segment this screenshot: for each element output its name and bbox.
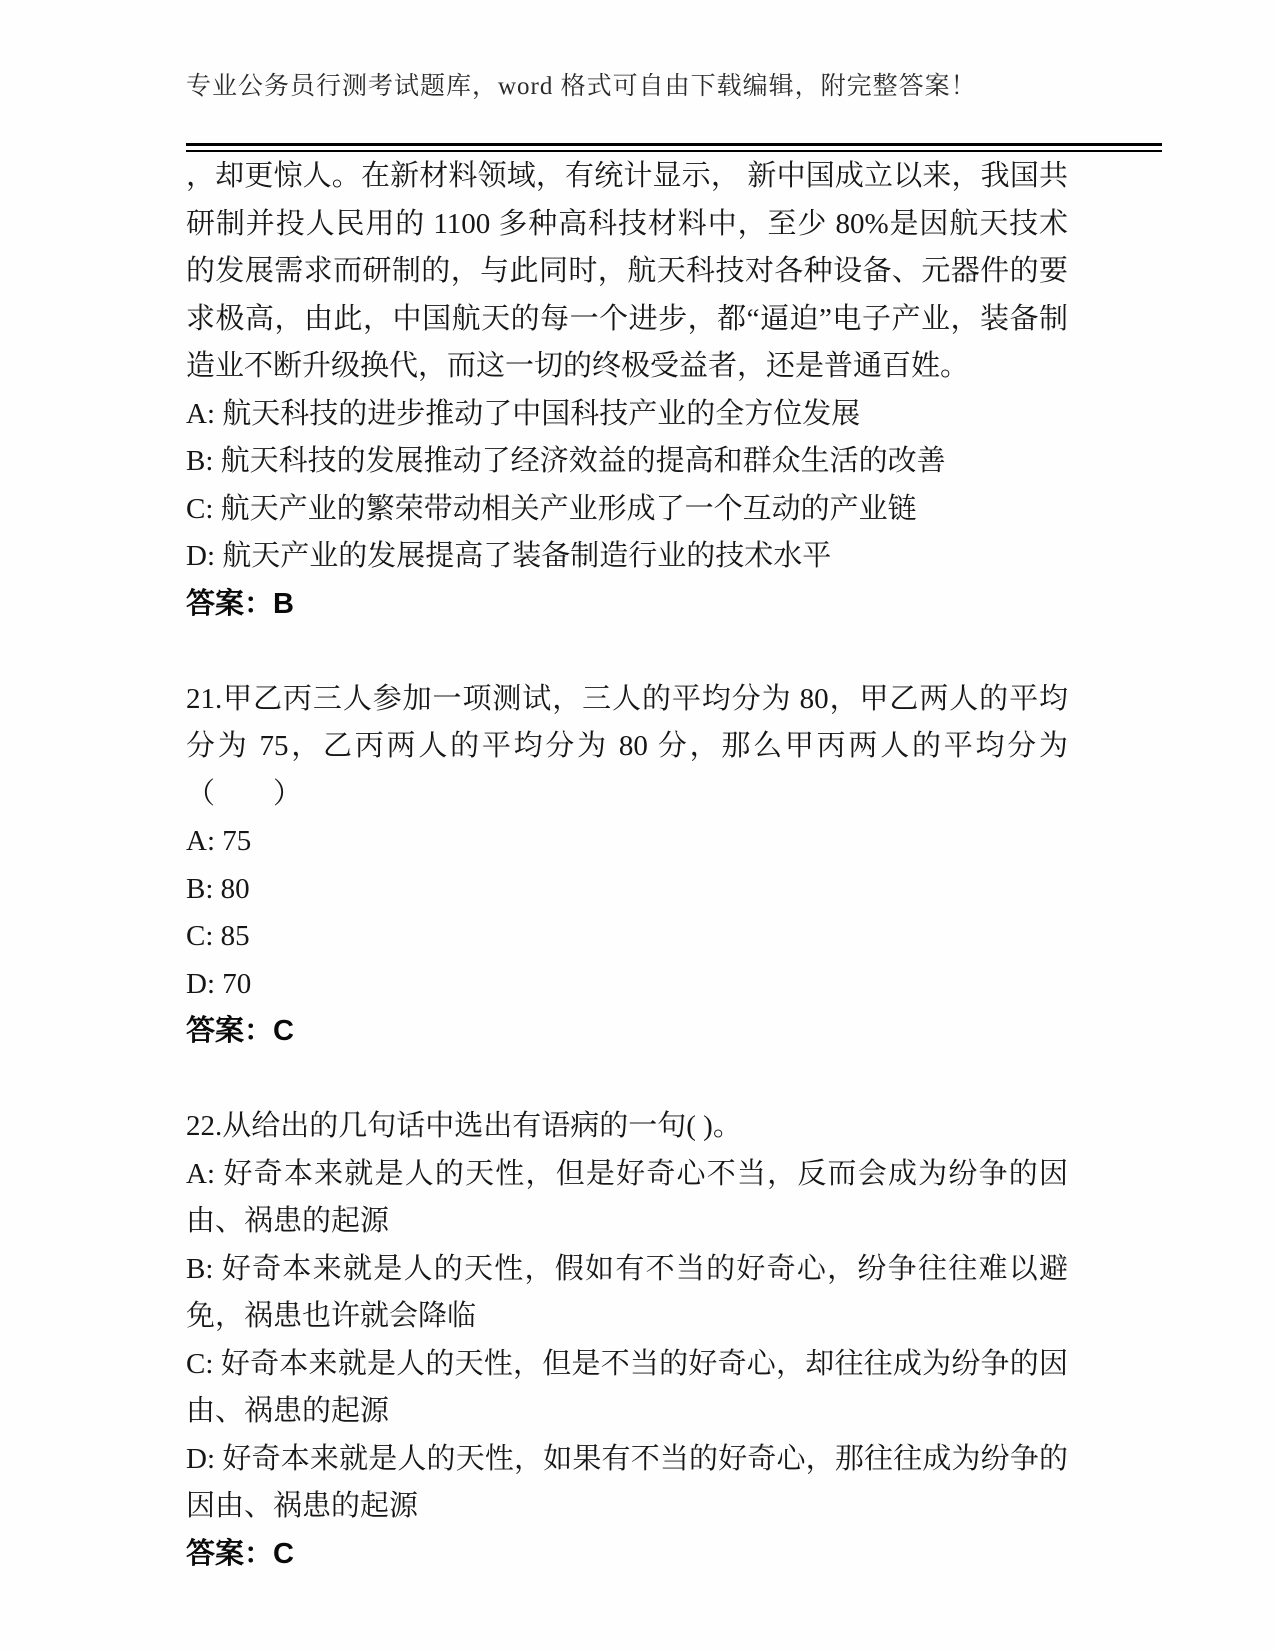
- question-block: [186, 676, 1068, 1056]
- answer-line: [186, 1531, 1068, 1579]
- question-stem-text: ，却更惊人。在新材料领域，有统计显示， 新中国成立以来，我国共研制并投人民用的 1100 多种高科技材料中，至少 80%是因航天技术的发展需求而研制的，与此同时，航天科技对各种设备、元器件的要求极高，由此，中国航天的每一个进步，都“逼迫”电子产业，装备制造业不断升级换代，而这一切的终极受益者，还是普通百姓。: [186, 160, 1068, 382]
- answer-label: 答案：: [186, 1537, 274, 1570]
- option-item: B: 好奇本来就是人的天性，假如有不当的好奇心，纷争往往难以避免，祸患也许就会降临: [186, 1252, 1068, 1332]
- option-item: A: 航天科技的进步推动了中国科技产业的全方位发展: [186, 397, 861, 430]
- option-item: B: 航天科技的发展推动了经济效益的提高和群众生活的改善: [186, 445, 946, 477]
- answer-line: [186, 1008, 1068, 1056]
- question-block: [186, 1103, 1068, 1578]
- question-block: [186, 153, 1068, 628]
- question-stem: [186, 153, 1068, 391]
- question-number: 22.: [186, 1110, 223, 1142]
- option-item: B: 80: [186, 872, 250, 905]
- question-stem-text: 从给出的几句话中选出有语病的一句( )。: [222, 1110, 742, 1142]
- option-item: A: 75: [186, 825, 252, 857]
- answer-label: 答案：: [186, 1015, 274, 1047]
- option-item: C: 85: [186, 920, 250, 952]
- document-content: [186, 153, 1068, 1578]
- answer-label: 答案：: [186, 587, 274, 620]
- header-rule: [186, 143, 1162, 152]
- option-item: D: 好奇本来就是人的天性，如果有不当的好奇心，那往往成为纷争的因由、祸患的起源: [186, 1442, 1068, 1522]
- option-item: A: 好奇本来就是人的天性，但是好奇心不当，反而会成为纷争的因由、祸患的起源: [186, 1157, 1068, 1237]
- answer-line: [186, 581, 1068, 629]
- option-item: C: 航天产业的繁荣带动相关产业形成了一个互动的产业链: [186, 492, 917, 525]
- answer-value: B: [273, 587, 294, 620]
- option-item: D: 航天产业的发展提高了装备制造行业的技术水平: [186, 540, 832, 572]
- answer-value: C: [273, 1537, 294, 1570]
- header-title: 专业公务员行测考试题库，word 格式可自由下载编辑，附完整答案！: [186, 73, 977, 100]
- question-stem: [186, 676, 1068, 819]
- question-number: 21.: [186, 682, 223, 715]
- answer-value: C: [273, 1015, 294, 1047]
- question-stem: [186, 1103, 1068, 1151]
- option-item: D: 70: [186, 967, 252, 1000]
- option-item: C: 好奇本来就是人的天性，但是不当的好奇心，却往往成为纷争的因由、祸患的起源: [186, 1347, 1068, 1427]
- question-stem-text: 甲乙丙三人参加一项测试，三人的平均分为 80，甲乙两人的平均分为 75，乙丙两人的平均分为 80 分，那么甲丙两人的平均分为（ ）: [186, 682, 1068, 810]
